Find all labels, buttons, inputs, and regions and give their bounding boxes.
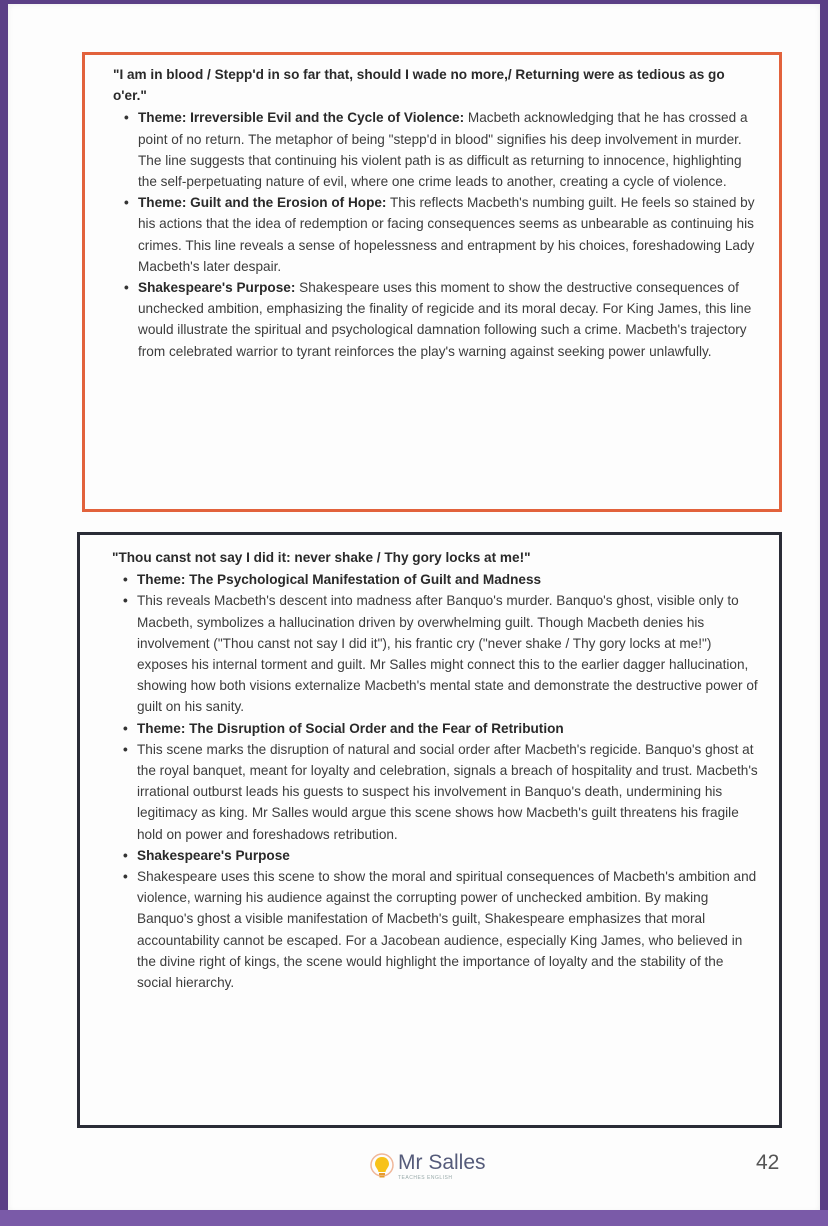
document-page (8, 4, 820, 1212)
theme-label: Theme: Irreversible Evil and the Cycle of Violence: (138, 110, 465, 126)
analysis-text: This reflects Macbeth's numbing guilt. He feels so stained by his actions that the idea of redemption or facing consequences seems as unbearable as continuing his crimes. This line reveals a sense of hopelessness and entrapment by his choices, foreshadowing Lady Macbeth's later despair. (138, 195, 755, 274)
theme-label: Theme: Guilt and the Erosion of Hope: (138, 195, 387, 211)
theme-label: Theme: The Psychological Manifestation of Guilt and Madness (137, 572, 542, 588)
theme-bullet (137, 718, 759, 739)
analysis-bullet (137, 590, 759, 717)
brand-name: Mr Salles (398, 1151, 486, 1174)
analysis-text: Macbeth acknowledging that he has crossed a point of no return. The metaphor of being "stepp'd in blood" signifies his deep involvement in murder. The line suggests that continuing his violent path is as difficult as returning to innocence, highlighting the self-perpetuating nature of evil, where one crime leads to another, creating a cycle of violence. (138, 110, 748, 190)
theme-label: Theme: The Disruption of Social Order and the Fear of Retribution (137, 720, 564, 736)
theme-label: Shakespeare's Purpose (137, 847, 290, 863)
analysis-bullet (138, 192, 759, 277)
analysis-list (112, 569, 759, 993)
theme-bullet (137, 845, 759, 866)
analysis-bullet (138, 277, 759, 362)
background-frame (0, 1210, 828, 1226)
quote-heading: "Thou canst not say I did it: never shake / Thy gory locks at me!" (112, 550, 531, 565)
footer-logo (370, 1152, 486, 1181)
analysis-text: This reveals Macbeth's descent into madness after Banquo's murder. Banquo's ghost, visible only to Macbeth, symbolizes a hallucination driven by overwhelming guilt. Though Macbeth denies his involvement ("Thou canst not say I did it"), his frantic cry ("never shake / Thy gory locks at me!") exposes his internal torment and guilt. Mr Salles might connect this to the earlier dagger hallucination, showing how both visions externalize Macbeth's mental state and demonstrate the destructive power of guilt on his sanity. (137, 593, 758, 715)
page-number: 42 (756, 1151, 780, 1174)
lightbulb-icon (370, 1153, 394, 1181)
analysis-text: Shakespeare uses this scene to show the moral and spiritual consequences of Macbeth's ambition and violence, warning his audience against the corrupting power of unchecked ambition. By making Banquo's ghost a visible manifestation of Macbeth's guilt, Shakespeare emphasizes that moral accountability cannot be escaped. For a Jacobean audience, especially King James, who believed in the divine right of kings, the scene would highlight the importance of loyalty and the stability of the social hierarchy. (137, 869, 757, 991)
analysis-bullet (137, 866, 759, 993)
brand-tagline: TEACHES ENGLISH (398, 1175, 453, 1181)
analysis-text: Shakespeare uses this moment to show the destructive consequences of unchecked ambition, emphasizing the finality of regicide and its moral decay. For King James, this line would illustrate the spiritual and psychological damnation following such a crime. Macbeth's trajectory from celebrated warrior to tyrant reinforces the play's warning against seeking power unlawfully. (138, 280, 752, 359)
analysis-bullet (138, 107, 759, 192)
theme-label: Shakespeare's Purpose: (138, 280, 296, 296)
analysis-bullet (137, 739, 759, 845)
analysis-list (113, 107, 759, 361)
quote-heading: "I am in blood / Stepp'd in so far that, should I wade no more,/ Returning were as tedious as go o'er." (113, 67, 725, 104)
quote-analysis-box-1 (82, 52, 782, 512)
quote-analysis-box-2 (77, 532, 782, 1128)
analysis-text: This scene marks the disruption of natural and social order after Macbeth's regicide. Banquo's ghost at the royal banquet, meant for loyalty and celebration, signals a breach of hospitality and trust. Macbeth's irrational outburst leads his guests to suspect his involvement in Banquo's death, undermining his legitimacy as king. Mr Salles would argue this scene shows how Macbeth's guilt threatens his fragile hold on power and foreshadows retribution. (137, 741, 758, 842)
theme-bullet (137, 569, 759, 590)
